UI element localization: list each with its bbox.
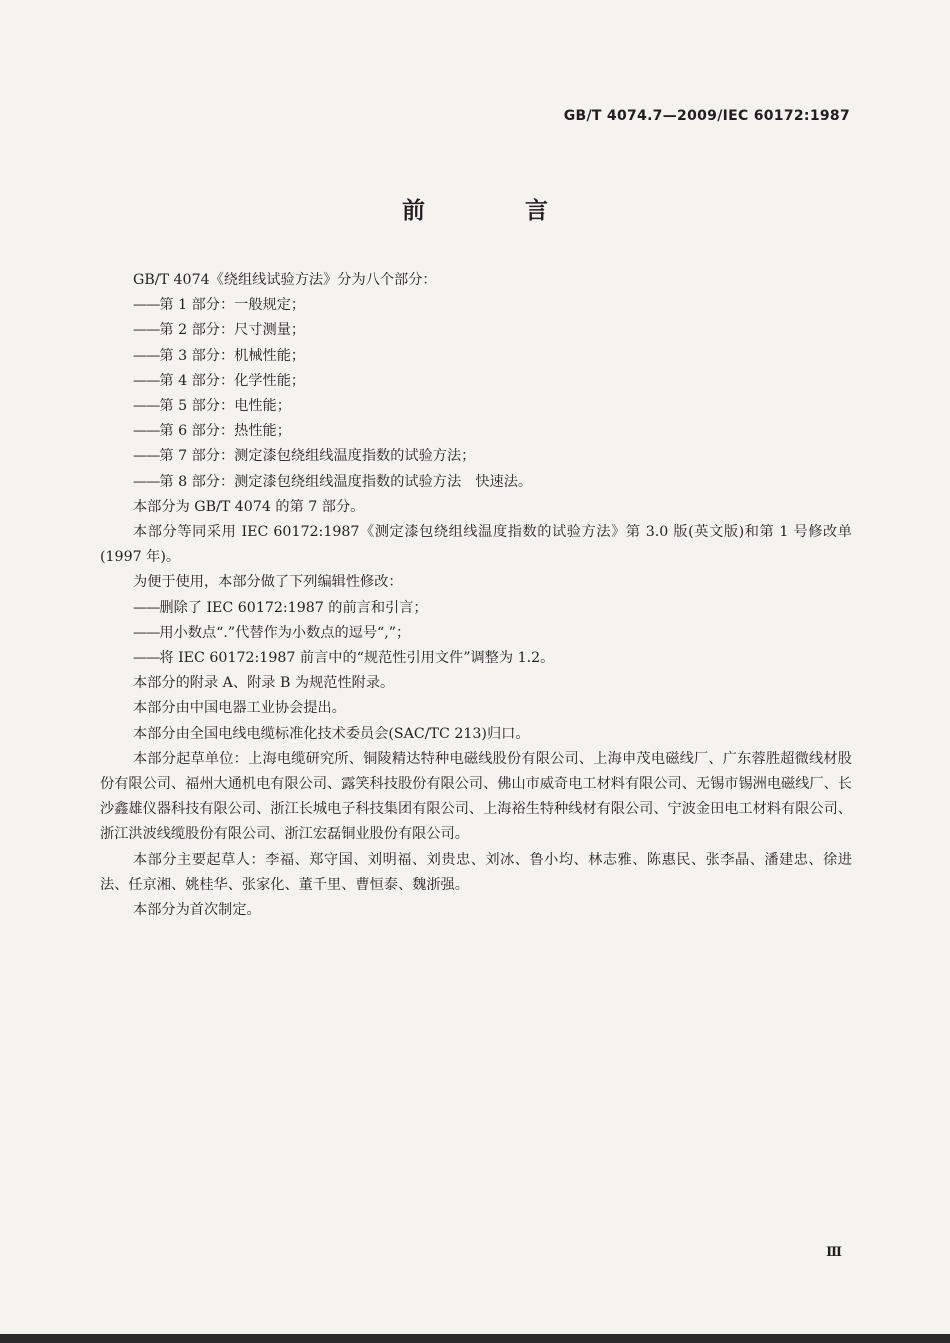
annex-paragraph: 本部分的附录 A、附录 B 为规范性附录。 (133, 675, 395, 692)
foreword-body (100, 268, 852, 923)
part-list-item-4: —— 第 4 部分：化学性能； (100, 369, 852, 394)
edit-intro-paragraph: 为便于使用，本部分做了下列编辑性修改： (133, 574, 403, 591)
part-list-item-2: —— 第 2 部分：尺寸测量； (100, 318, 852, 343)
edit-list-item-1: —— 删除了 IEC 60172:1987 的前言和引言； (100, 596, 852, 621)
adoption-paragraph: 本部分等同采用 IEC 60172:1987《测定漆包绕组线温度指数的试验方法》第 3.0 版(英文版)和第 1 号修改单(1997 年)。 (100, 524, 852, 566)
this-part-paragraph: 本部分为 GB/T 4074 的第 7 部分。 (133, 498, 365, 515)
part-list-item-6: —— 第 6 部分：热性能； (100, 419, 852, 444)
page-title: 前 言 (401, 198, 594, 224)
page-number: Ⅲ (826, 1245, 843, 1260)
part-list-item-1: —— 第 1 部分：一般规定； (100, 293, 852, 318)
edit-list-item-3: —— 将 IEC 60172:1987 前言中的“规范性引用文件”调整为 1.2。 (100, 646, 852, 671)
standard-code-header: GB/T 4074.7—2009/IEC 60172:1987 (563, 108, 850, 124)
proposed-by-paragraph: 本部分由中国电器工业协会提出。 (133, 700, 346, 717)
managed-by-paragraph: 本部分由全国电线电缆标准化技术委员会(SAC/TC 213)归口。 (133, 725, 530, 742)
part-list-item-7: —— 第 7 部分：测定漆包绕组线温度指数的试验方法； (100, 444, 852, 469)
first-issue-paragraph: 本部分为首次制定。 (133, 902, 261, 919)
part-list-item-8: —— 第 8 部分：测定漆包绕组线温度指数的试验方法 快速法。 (100, 470, 852, 495)
edit-list-item-2: —— 用小数点“.”代替作为小数点的逗号“,”； (100, 621, 852, 646)
scan-border (0, 1334, 950, 1343)
drafters-paragraph: 本部分主要起草人：李福、郑守国、刘明福、刘贵忠、刘冰、鲁小均、林志雅、陈惠民、张李晶、潘建忠、徐进法、任京湘、姚桂华、张家化、董千里、曹恒泰、魏浙强。 (100, 851, 852, 893)
intro-paragraph: GB/T 4074《绕组线试验方法》分为八个部分： (133, 272, 437, 288)
part-list-item-5: —— 第 5 部分：电性能； (100, 394, 852, 419)
part-list-item-3: —— 第 3 部分：机械性能； (100, 344, 852, 369)
drafting-units-paragraph: 本部分起草单位：上海电缆研究所、铜陵精达特种电磁线股份有限公司、上海申茂电磁线厂、广东蓉胜超微线材股份有限公司、福州大通机电有限公司、露笑科技股份有限公司、佛山市威奇电工材料有限公司、无锡市锡洲电磁线厂、长沙鑫雄仪器科技有限公司、浙江长城电子科技集团有限公司、上海裕生特种线材有限公司、宁波金田电工材料有限公司、浙江洪波线缆股份有限公司、浙江宏磊铜业股份有限公司。 (100, 750, 852, 843)
